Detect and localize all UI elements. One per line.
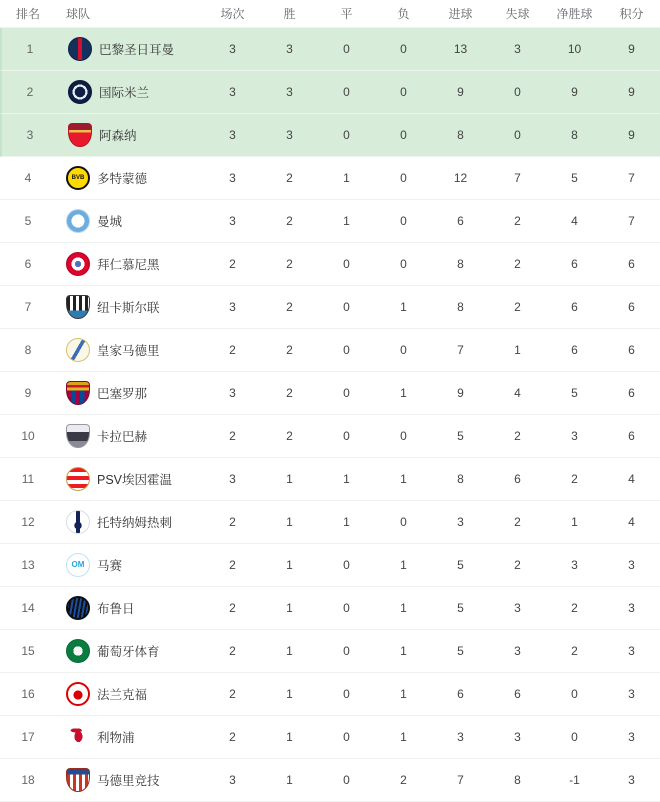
- cell-l: 0: [400, 171, 407, 185]
- cell-gf: 12: [453, 171, 468, 185]
- cell-gd: 4: [571, 214, 578, 228]
- man-city-logo: [66, 209, 90, 233]
- cell-gf: 5: [457, 644, 464, 658]
- cell-ga: 2: [514, 300, 521, 314]
- team-name: 国际米兰: [99, 86, 150, 100]
- cell-gf: 9: [457, 85, 464, 99]
- cell-w: 1: [286, 730, 293, 744]
- cell-ga: 8: [514, 773, 521, 787]
- cell-w: 1: [286, 558, 293, 572]
- rank-cell: 6: [24, 257, 32, 271]
- col-header-goals-against: 失球: [505, 7, 530, 21]
- cell-p: 3: [229, 386, 236, 400]
- team-name: 托特纳姆热刺: [97, 516, 173, 530]
- team-name: 葡萄牙体育: [97, 645, 160, 659]
- cell-w: 2: [286, 386, 293, 400]
- col-header-losses: 负: [397, 7, 410, 21]
- cell-w: 2: [286, 429, 293, 443]
- cell-gd: 6: [571, 343, 578, 357]
- cell-pts: 9: [628, 128, 635, 142]
- cell-gf: 8: [457, 300, 464, 314]
- table-row[interactable]: [0, 759, 660, 802]
- cell-d: 0: [343, 128, 350, 142]
- team-cell: [56, 553, 204, 577]
- cell-gf: 6: [457, 214, 464, 228]
- team-cell: [56, 209, 204, 233]
- cell-pts: 4: [628, 472, 635, 486]
- cell-p: 3: [229, 773, 236, 787]
- table-row[interactable]: [0, 157, 660, 200]
- team-cell: [56, 682, 204, 706]
- cell-gd: 8: [571, 128, 578, 142]
- col-header-draws: 平: [340, 7, 353, 21]
- cell-ga: 3: [514, 730, 521, 744]
- inter-logo: [68, 80, 92, 104]
- psg-logo: [68, 37, 92, 61]
- table-body: [0, 28, 660, 802]
- cell-p: 2: [229, 429, 236, 443]
- cell-gd: 5: [571, 171, 578, 185]
- cell-gd: 3: [571, 429, 578, 443]
- team-cell: [56, 596, 204, 620]
- col-header-goals-for: 进球: [448, 7, 473, 21]
- team-cell: [56, 510, 204, 534]
- cell-p: 2: [229, 644, 236, 658]
- atletico-logo: [66, 768, 90, 792]
- cell-w: 2: [286, 171, 293, 185]
- cell-p: 2: [229, 515, 236, 529]
- cell-p: 2: [229, 601, 236, 615]
- rank-cell: 7: [24, 300, 32, 314]
- cell-d: 0: [343, 85, 350, 99]
- rank-cell: 15: [21, 644, 35, 658]
- cell-gf: 13: [453, 42, 468, 56]
- team-name: 曼城: [97, 215, 123, 229]
- cell-l: 1: [400, 386, 407, 400]
- psv-logo: [66, 467, 90, 491]
- cell-p: 2: [229, 687, 236, 701]
- cell-pts: 6: [628, 300, 635, 314]
- team-name: 纽卡斯尔联: [97, 301, 160, 315]
- cell-p: 2: [229, 343, 236, 357]
- cell-pts: 7: [628, 171, 635, 185]
- rank-cell: 16: [21, 687, 35, 701]
- qarabag-logo: [66, 424, 90, 448]
- cell-pts: 3: [628, 730, 635, 744]
- cell-gf: 6: [457, 687, 464, 701]
- table-header: [0, 0, 660, 28]
- team-cell: [56, 338, 204, 362]
- cell-gf: 5: [457, 429, 464, 443]
- cell-l: 0: [400, 257, 407, 271]
- cell-w: 1: [286, 515, 293, 529]
- table-row[interactable]: [0, 673, 660, 716]
- cell-gd: 5: [571, 386, 578, 400]
- cell-pts: 4: [628, 515, 635, 529]
- cell-w: 2: [286, 343, 293, 357]
- rank-cell: 11: [21, 472, 35, 486]
- rank-cell: 1: [26, 42, 34, 56]
- cell-ga: 4: [514, 386, 521, 400]
- cell-l: 1: [400, 601, 407, 615]
- cell-d: 0: [343, 644, 350, 658]
- rank-cell: 12: [21, 515, 35, 529]
- cell-p: 3: [229, 85, 236, 99]
- cell-d: 1: [343, 171, 350, 185]
- rank-cell: 4: [24, 171, 32, 185]
- cell-p: 3: [229, 42, 236, 56]
- cell-p: 2: [229, 730, 236, 744]
- cell-ga: 3: [514, 644, 521, 658]
- team-cell: [56, 252, 204, 276]
- team-name: 马德里竞技: [97, 774, 160, 788]
- arsenal-logo: [68, 123, 92, 147]
- table-row[interactable]: [0, 243, 660, 286]
- team-name: 法兰克福: [97, 688, 148, 702]
- table-row[interactable]: [0, 630, 660, 673]
- cell-d: 0: [343, 386, 350, 400]
- table-row[interactable]: [0, 286, 660, 329]
- rank-cell: 2: [26, 85, 34, 99]
- cell-ga: 3: [514, 601, 521, 615]
- marseille-logo: OM: [66, 553, 90, 577]
- team-name: 巴黎圣日耳曼: [99, 43, 175, 57]
- team-name: 拜仁慕尼黑: [97, 258, 160, 272]
- cell-ga: 2: [514, 429, 521, 443]
- cell-gd: 2: [571, 601, 578, 615]
- team-name: 阿森纳: [99, 129, 137, 143]
- cell-ga: 2: [514, 257, 521, 271]
- cell-gd: -1: [569, 773, 580, 787]
- cell-l: 1: [400, 730, 407, 744]
- cell-gf: 5: [457, 558, 464, 572]
- cell-gd: 2: [571, 644, 578, 658]
- cell-l: 0: [400, 128, 407, 142]
- rank-cell: 13: [21, 558, 35, 572]
- cell-l: 2: [400, 773, 407, 787]
- cell-pts: 6: [628, 386, 635, 400]
- cell-p: 3: [229, 171, 236, 185]
- team-name: 利物浦: [97, 731, 135, 745]
- cell-pts: 3: [628, 558, 635, 572]
- cell-pts: 6: [628, 343, 635, 357]
- team-name: 布鲁日: [97, 602, 135, 616]
- cell-d: 1: [343, 515, 350, 529]
- cell-p: 3: [229, 300, 236, 314]
- cell-l: 0: [400, 515, 407, 529]
- table-row[interactable]: [0, 200, 660, 243]
- cell-gf: 8: [457, 128, 464, 142]
- table-row[interactable]: [0, 544, 660, 587]
- cell-w: 2: [286, 257, 293, 271]
- cell-w: 3: [286, 42, 293, 56]
- cell-l: 0: [400, 85, 407, 99]
- cell-gd: 1: [571, 515, 578, 529]
- liverpool-logo: [66, 725, 90, 749]
- cell-ga: 0: [514, 128, 521, 142]
- team-cell: [58, 37, 204, 61]
- cell-gf: 3: [457, 515, 464, 529]
- cell-d: 0: [343, 429, 350, 443]
- cell-gf: 7: [457, 773, 464, 787]
- cell-w: 3: [286, 85, 293, 99]
- team-cell: [56, 639, 204, 663]
- cell-w: 2: [286, 300, 293, 314]
- cell-d: 0: [343, 687, 350, 701]
- cell-pts: 3: [628, 644, 635, 658]
- table-row[interactable]: [0, 329, 660, 372]
- cell-d: 0: [343, 601, 350, 615]
- cell-p: 2: [229, 558, 236, 572]
- cell-pts: 9: [628, 42, 635, 56]
- cell-l: 0: [400, 343, 407, 357]
- cell-pts: 3: [628, 773, 635, 787]
- cell-w: 1: [286, 687, 293, 701]
- cell-d: 1: [343, 214, 350, 228]
- table-row[interactable]: [0, 716, 660, 759]
- team-name: 卡拉巴赫: [97, 430, 148, 444]
- cell-ga: 3: [514, 42, 521, 56]
- rank-cell: 9: [24, 386, 32, 400]
- table-row[interactable]: [0, 372, 660, 415]
- rank-cell: 14: [21, 601, 35, 615]
- bayern-logo: [66, 252, 90, 276]
- table-row[interactable]: [0, 458, 660, 501]
- cell-ga: 2: [514, 214, 521, 228]
- cell-d: 1: [343, 472, 350, 486]
- team-cell: [58, 80, 204, 104]
- team-name: PSV埃因霍温: [97, 473, 173, 487]
- cell-ga: 2: [514, 558, 521, 572]
- table-row[interactable]: [0, 114, 660, 157]
- cell-gd: 0: [571, 730, 578, 744]
- col-header-team: 球队: [66, 7, 91, 21]
- cell-ga: 7: [514, 171, 521, 185]
- cell-pts: 7: [628, 214, 635, 228]
- cell-gd: 0: [571, 687, 578, 701]
- team-cell: [58, 123, 204, 147]
- cell-l: 1: [400, 300, 407, 314]
- rank-cell: 18: [21, 773, 35, 787]
- cell-d: 0: [343, 343, 350, 357]
- barcelona-logo: [66, 381, 90, 405]
- team-cell: [56, 295, 204, 319]
- club-brugge-logo: [66, 596, 90, 620]
- cell-d: 0: [343, 42, 350, 56]
- team-cell: [56, 424, 204, 448]
- team-cell: [56, 467, 204, 491]
- cell-p: 2: [229, 257, 236, 271]
- cell-pts: 3: [628, 601, 635, 615]
- team-name: 多特蒙德: [97, 172, 148, 186]
- table-row[interactable]: [0, 415, 660, 458]
- team-cell: [56, 725, 204, 749]
- cell-l: 1: [400, 472, 407, 486]
- cell-w: 1: [286, 773, 293, 787]
- cell-ga: 6: [514, 687, 521, 701]
- cell-gd: 9: [571, 85, 578, 99]
- cell-l: 0: [400, 42, 407, 56]
- cell-l: 0: [400, 429, 407, 443]
- cell-d: 0: [343, 558, 350, 572]
- cell-gf: 8: [457, 472, 464, 486]
- cell-l: 1: [400, 644, 407, 658]
- cell-gf: 3: [457, 730, 464, 744]
- newcastle-logo: [66, 295, 90, 319]
- team-name: 巴塞罗那: [97, 387, 148, 401]
- team-name: 马赛: [97, 559, 123, 573]
- col-header-wins: 胜: [283, 7, 296, 21]
- tottenham-logo: [66, 510, 90, 534]
- cell-d: 0: [343, 730, 350, 744]
- col-header-rank: 排名: [15, 7, 40, 21]
- cell-gd: 10: [567, 42, 582, 56]
- cell-w: 1: [286, 644, 293, 658]
- sporting-logo: [66, 639, 90, 663]
- cell-ga: 1: [514, 343, 521, 357]
- table-row[interactable]: [0, 71, 660, 114]
- real-madrid-logo: [66, 338, 90, 362]
- rank-cell: 5: [24, 214, 32, 228]
- col-header-goal-diff: 净胜球: [556, 7, 593, 21]
- cell-l: 1: [400, 558, 407, 572]
- cell-gd: 6: [571, 300, 578, 314]
- cell-p: 3: [229, 472, 236, 486]
- table-row[interactable]: [0, 587, 660, 630]
- team-cell: [56, 381, 204, 405]
- team-cell: [56, 166, 204, 190]
- rank-cell: 8: [24, 343, 32, 357]
- team-cell: [56, 768, 204, 792]
- cell-gf: 5: [457, 601, 464, 615]
- cell-w: 2: [286, 214, 293, 228]
- cell-gd: 6: [571, 257, 578, 271]
- cell-w: 3: [286, 128, 293, 142]
- rank-cell: 3: [26, 128, 34, 142]
- cell-ga: 6: [514, 472, 521, 486]
- cell-p: 3: [229, 128, 236, 142]
- cell-l: 0: [400, 214, 407, 228]
- cell-pts: 9: [628, 85, 635, 99]
- cell-gd: 3: [571, 558, 578, 572]
- cell-l: 1: [400, 687, 407, 701]
- cell-d: 0: [343, 257, 350, 271]
- cell-p: 3: [229, 214, 236, 228]
- cell-gf: 9: [457, 386, 464, 400]
- cell-pts: 6: [628, 429, 635, 443]
- frankfurt-logo: [66, 682, 90, 706]
- table-row[interactable]: [0, 28, 660, 71]
- col-header-played: 场次: [220, 7, 245, 21]
- cell-ga: 2: [514, 515, 521, 529]
- team-name: 皇家马德里: [97, 344, 160, 358]
- cell-gd: 2: [571, 472, 578, 486]
- cell-gf: 7: [457, 343, 464, 357]
- cell-w: 1: [286, 472, 293, 486]
- rank-cell: 10: [21, 429, 35, 443]
- cell-pts: 6: [628, 257, 635, 271]
- dortmund-logo: BVB: [66, 166, 90, 190]
- cell-gf: 8: [457, 257, 464, 271]
- rank-cell: 17: [21, 730, 35, 744]
- table-row[interactable]: [0, 501, 660, 544]
- cell-d: 0: [343, 773, 350, 787]
- cell-pts: 3: [628, 687, 635, 701]
- col-header-points: 积分: [619, 7, 644, 21]
- cell-ga: 0: [514, 85, 521, 99]
- cell-w: 1: [286, 601, 293, 615]
- cell-d: 0: [343, 300, 350, 314]
